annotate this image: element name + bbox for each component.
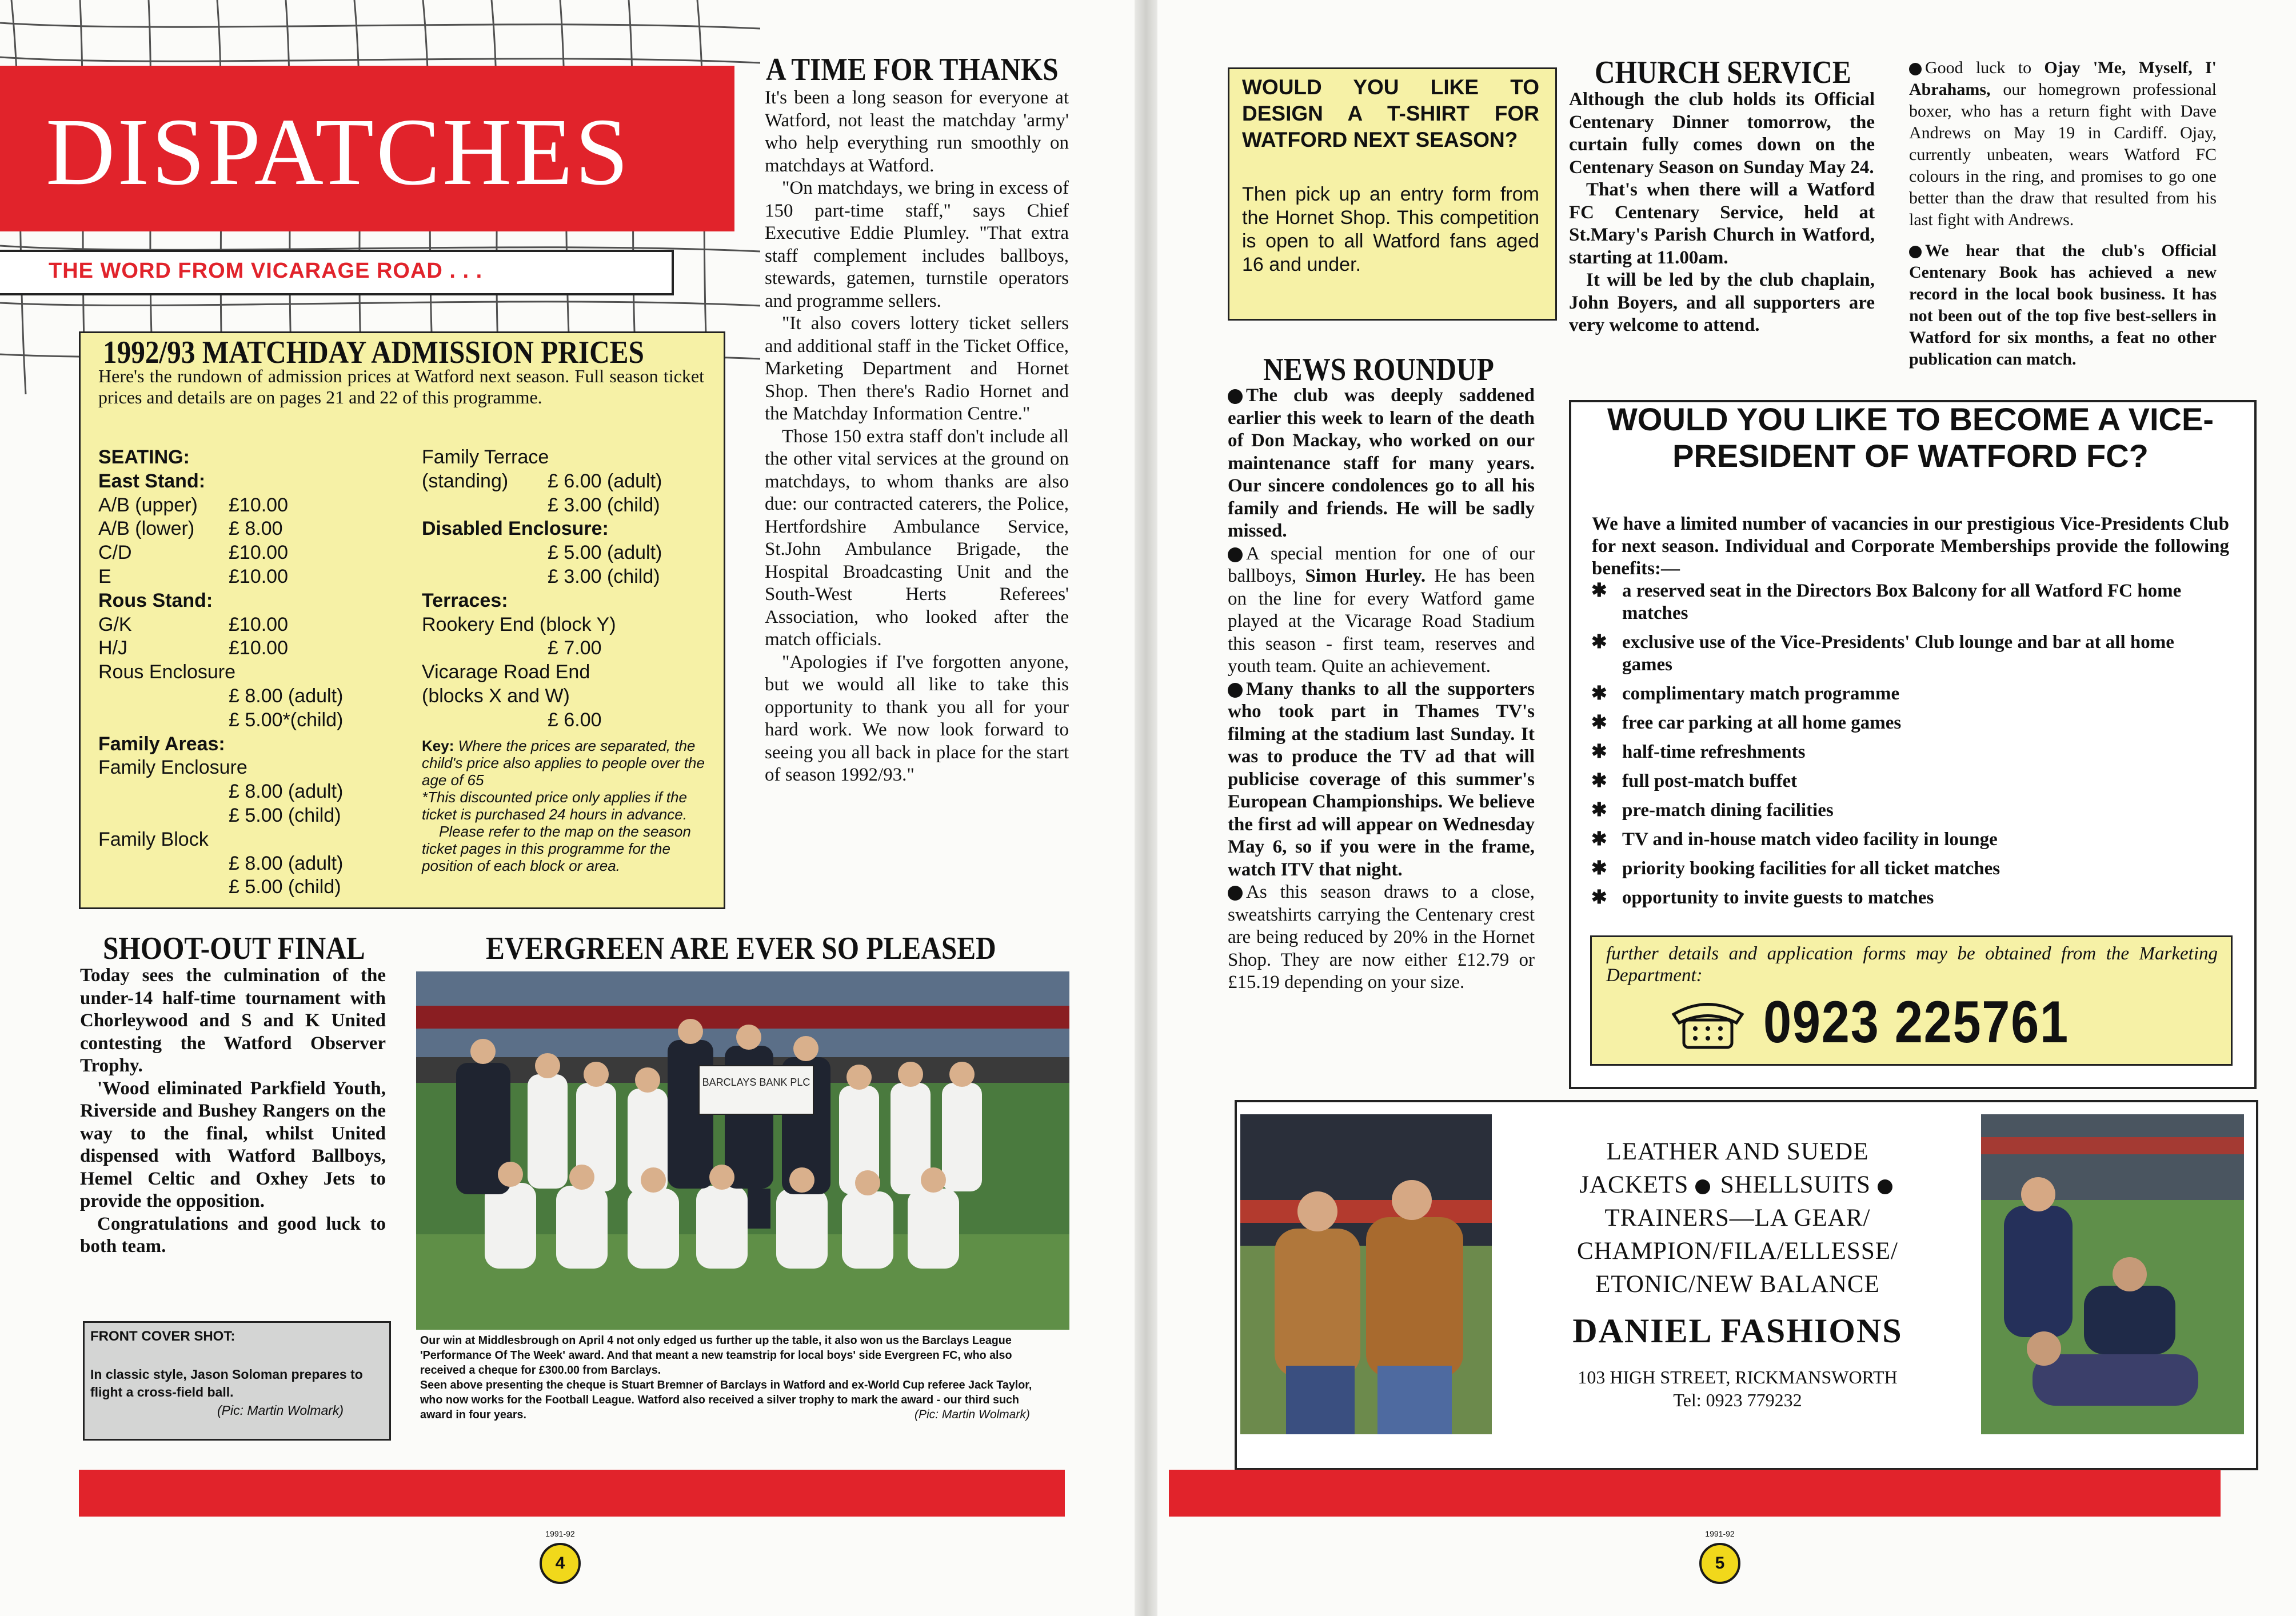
list-item: ✱ exclusive use of the Vice-Presidents' Club lounge and bar at all home games — [1591, 632, 2174, 675]
front-cover-title: FRONT COVER SHOT: — [90, 1329, 235, 1344]
price-row: £ 5.00 (adult) — [548, 542, 662, 564]
ad-text: LEATHER AND SUEDE JACKETS SHELLSUITS TRAINERS—LA GEAR/ CHAMPION/FILA/ELLESSE/ ETONIC/NEW BALANCE — [1577, 1138, 1898, 1298]
front-cover-text: In classic style, Jason Soloman prepares to flight a cross-field ball. — [90, 1367, 363, 1399]
news-roundup: The club was deeply saddened earlier this week to learn of the death of Don Mackay, who worked on our maintenance staff for many years. Our sincere condolences go to all his family and friends. He will be sadly missed. A special mention for one of our ballboys, Simon Hurley. He has been on the line for every Watford game played at the Vicarage Road Stadium this season - first team, reserves and youth team. Quite an achievement. Many thanks to all the supporters who took part in Thames TV's filming at the stadium last Sunday. It was to produce the TV ad that will publicise coverage of this summer's European Championships. We believe the first ad will appear on Wednesday May 6, so if you were in the frame, watch ITV that night. As this season draws to a close, sweatshirts carrying the Centenary crest are being reduced by 20% in the Hornet Shop. They are now either £12.79 or £15.19 depending on your size. — [1228, 385, 1535, 993]
bullet-icon — [1909, 246, 1922, 258]
season-label-right: 1991-92 — [1705, 1529, 1735, 1538]
price-row: £ 5.00 (child) — [229, 876, 341, 898]
list-item: ✱ full post-match buffet — [1591, 771, 1798, 791]
shootout-article: Today sees the culmination of the under-14 half-time tournament with Chorleywood and S and K United contesting the Watford Observer Trophy. 'Wood eliminated Parkfield Youth, Riverside and Bushey Rangers on the way to the final, whilst United dispensed with Watford Ballboys, Hemel Celtic and Oxhey Jets to provide the opposition. Congratulations and good luck to both team. — [80, 965, 386, 1257]
price-row: £ 8.00 (adult) — [229, 685, 344, 707]
phone-number: 0923 225761 — [1763, 989, 2069, 1055]
family-enclosure-label: Family Enclosure — [98, 757, 247, 779]
footer-strip-left — [79, 1470, 1065, 1517]
list-item: ✱ pre-match dining facilities — [1591, 800, 1834, 821]
tshirt-body: Then pick up an entry form from the Hornet Shop. This competition is open to all Watford fans aged 16 and under. — [1242, 183, 1539, 275]
prices-list-right — [422, 446, 719, 733]
shootout-title: SHOOT-OUT FINAL — [103, 931, 365, 966]
page-number-left: 4 — [540, 1543, 581, 1584]
east-stand-label: East Stand: — [98, 470, 206, 492]
terraces-label: Terraces: — [422, 589, 508, 611]
asterisk-icon: ✱ — [1591, 771, 1607, 791]
asterisk-icon: ✱ — [1591, 683, 1607, 704]
price-row: £ 5.00*(child) — [229, 709, 344, 731]
bullet-icon — [1228, 683, 1243, 698]
asterisk-icon: ✱ — [1591, 713, 1607, 733]
telephone-icon — [1668, 997, 1748, 1051]
asterisk-icon: ✱ — [1591, 800, 1607, 821]
bullet-icon — [1695, 1179, 1710, 1194]
benefits-list — [1589, 580, 2229, 916]
seating-label: SEATING: — [98, 446, 190, 468]
list-item: ✱ TV and in-house match video facility in lounge — [1591, 829, 1998, 850]
admission-prices-title: 1992/93 MATCHDAY ADMISSION PRICES — [103, 335, 644, 370]
price-row: (standing) £ 6.00 (adult) — [422, 470, 662, 492]
team-photo — [416, 971, 1069, 1330]
prices-list-left — [98, 446, 418, 899]
asterisk-icon: ✱ — [1591, 829, 1607, 850]
page-number-right: 5 — [1699, 1543, 1740, 1584]
bullet-icon — [1909, 63, 1922, 75]
shop-address: 103 HIGH STREET, RICKMANSWORTH — [1578, 1367, 1898, 1387]
vice-president-intro: We have a limited number of vacancies in our prestigious Vice-Presidents Club for next season. Individual and Corporate Memberships provide the following benefits:— — [1592, 514, 2229, 579]
evergreen-credit: (Pic: Martin Wolmark) — [915, 1408, 1030, 1421]
evergreen-caption: Our win at Middlesbrough on April 4 not only edged us further up the table, it also won us the Barclays League 'Performance Of The Week' award. And that meant a new teamstrip for local boys' side Evergreen FC, who also received a cheque for £300.00 from Barclays. Seen above presenting the cheque is Stuart Bremner of Barclays in Watford and ex-World Cup referee Jack Taylor, who now works for the Football League. Watford also received a silver trophy to mark the award - our third such award in four years. — [420, 1334, 1032, 1421]
svg-text:BARCLAYS BANK PLC: BARCLAYS BANK PLC — [702, 1077, 810, 1088]
shop-name: DANIEL FASHIONS — [1572, 1312, 1903, 1350]
misc-news: Good luck to Ojay 'Me, Myself, I' Abrahams, our homegrown professional boxer, who has a return fight with Dave Andrews on May 19 in Cardiff. Ojay, currently unbeaten, wears Watford FC colours in the ring, and promises to go one better than the draw that resulted from his last fight with Andrews. We hear that the club's Official Centenary Book has achieved a new record in the local book business. It has not been out of the top five best-sellers in Watford for six months, a feat no other publication can match. — [1909, 58, 2217, 369]
price-row: H/J £10.00 — [98, 637, 288, 659]
price-row: £ 5.00 (child) — [229, 804, 341, 826]
thanks-title: A TIME FOR THANKS — [766, 52, 1059, 87]
rous-stand-label: Rous Stand: — [98, 589, 213, 611]
price-row: £ 6.00 — [548, 709, 602, 731]
ad-photo-right — [1981, 1114, 2244, 1434]
evergreen-title: EVERGREEN ARE EVER SO PLEASED — [486, 931, 996, 966]
price-row: E £10.00 — [98, 565, 288, 587]
list-item: ✱ free car parking at all home games — [1591, 713, 1902, 733]
rous-enclosure-label: Rous Enclosure — [98, 661, 236, 683]
contact-note: further details and application forms may be obtained from the Marketing Department: — [1606, 943, 2218, 986]
family-areas-label: Family Areas: — [98, 733, 225, 755]
bullet-icon — [1228, 886, 1243, 901]
price-row: £ 3.00 (child) — [548, 565, 660, 587]
disabled-enclosure-label: Disabled Enclosure: — [422, 518, 609, 540]
price-row: A/B (lower) £ 8.00 — [98, 518, 283, 540]
list-item: ✱ complimentary match programme — [1591, 683, 1900, 704]
footer-strip-right — [1169, 1470, 2221, 1517]
list-item: ✱ a reserved seat in the Directors Box Balcony for all Watford FC home matches — [1591, 581, 2182, 623]
vice-president-title: WOULD YOU LIKE TO BECOME A VICE-PRESIDENT OF WATFORD FC? — [1607, 401, 2214, 474]
family-terrace-label: Family Terrace — [422, 446, 549, 468]
vicarage-label: Vicarage Road End — [422, 661, 590, 683]
thanks-article: It's been a long season for everyone at Watford, not least the matchday 'army' who help everything run smoothly on matchdays at Watford. "On matchdays, we bring in excess of 150 part-time staff," says Chief Executive Eddie Plumley. "That extra staff complement includes ballboys, stewards, gatemen, turnstile operators and programme sellers. "It also covers lottery ticket sellers and additional staff in the Ticket Office, Marketing Department and Hornet Shop. Then there's Radio Hornet and the Matchday Information Centre." Those 150 extra staff don't include all the other vital services at the ground on matchdays, to whom thanks are also due: our contracted caterers, the Police, Hertfordshire Ambulance Service, St.John Ambulance Brigade, the Hospital Broadcasting Unit and the South-West Herts Referees' Association, who looked after the match officials. "Apologies if I've forgotten anyone, but we would all like to take this opportunity to thank you all for your hard work. We now look forward to seeing you all back in place for the start of season 1992/93." — [765, 87, 1069, 785]
rookery-label: Rookery End (block Y) — [422, 613, 616, 635]
vicarage-blocks-label: (blocks X and W) — [422, 685, 570, 707]
price-row: £ 3.00 (child) — [548, 494, 660, 516]
prices-key-note: Key: Where the prices are separated, the child's price also applies to people over the age of 65 *This discounted price only applies if the ticket is purchased 24 hours in advance. Please refer to the map on the season ticket pages in this programme for the position of each block or area. — [422, 737, 705, 874]
asterisk-icon: ✱ — [1591, 742, 1607, 762]
list-item: ✱ opportunity to invite guests to matches — [1591, 887, 1934, 908]
season-label-left: 1991-92 — [545, 1529, 575, 1538]
list-item: ✱ priority booking facilities for all ticket matches — [1591, 858, 2000, 879]
price-row: £ 7.00 — [548, 637, 602, 659]
asterisk-icon: ✱ — [1591, 887, 1607, 908]
bullet-icon — [1878, 1179, 1892, 1194]
spine-gutter — [1135, 0, 1157, 1616]
bullet-icon — [1228, 547, 1243, 562]
church-article: Although the club holds its Official Centenary Dinner tomorrow, the curtain fully comes down on the Centenary Season on Sunday May 24. That's when there will a Watford FC Centenary Service, held at St.Mary's Parish Church in Watford, starting at 11.00am. It will be led by the club chaplain, John Boyers, and all supporters are very welcome to attend. — [1569, 89, 1875, 335]
list-item: ✱ half-time refreshments — [1591, 742, 1806, 762]
price-row: C/D £10.00 — [98, 542, 288, 564]
asterisk-icon: ✱ — [1591, 858, 1607, 879]
shop-phone: Tel: 0923 779232 — [1673, 1390, 1802, 1410]
price-row: A/B (upper) £10.00 — [98, 494, 288, 516]
news-title: NEWS ROUNDUP — [1263, 352, 1494, 387]
front-cover-credit: (Pic: Martin Wolmark) — [217, 1403, 344, 1418]
church-title: CHURCH SERVICE — [1595, 55, 1851, 90]
price-row: £ 8.00 (adult) — [229, 781, 344, 803]
family-block-label: Family Block — [98, 828, 209, 850]
subtitle: THE WORD FROM VICARAGE ROAD . . . — [49, 259, 483, 283]
admission-prices-intro: Here's the rundown of admission prices at Watford next season. Full season ticket prices and details are on pages 21 and 22 of this programme. — [98, 366, 704, 407]
bullet-icon — [1228, 389, 1243, 404]
tshirt-title: WOULD YOU LIKE TO DESIGN A T-SHIRT FOR WATFORD NEXT SEASON? — [1242, 75, 1539, 151]
ad-photo-left — [1240, 1114, 1492, 1434]
page-title: DISPATCHES — [46, 99, 631, 205]
asterisk-icon: ✱ — [1591, 581, 1607, 601]
asterisk-icon: ✱ — [1591, 632, 1607, 653]
price-row: £ 8.00 (adult) — [229, 852, 344, 874]
price-row: G/K £10.00 — [98, 613, 288, 635]
